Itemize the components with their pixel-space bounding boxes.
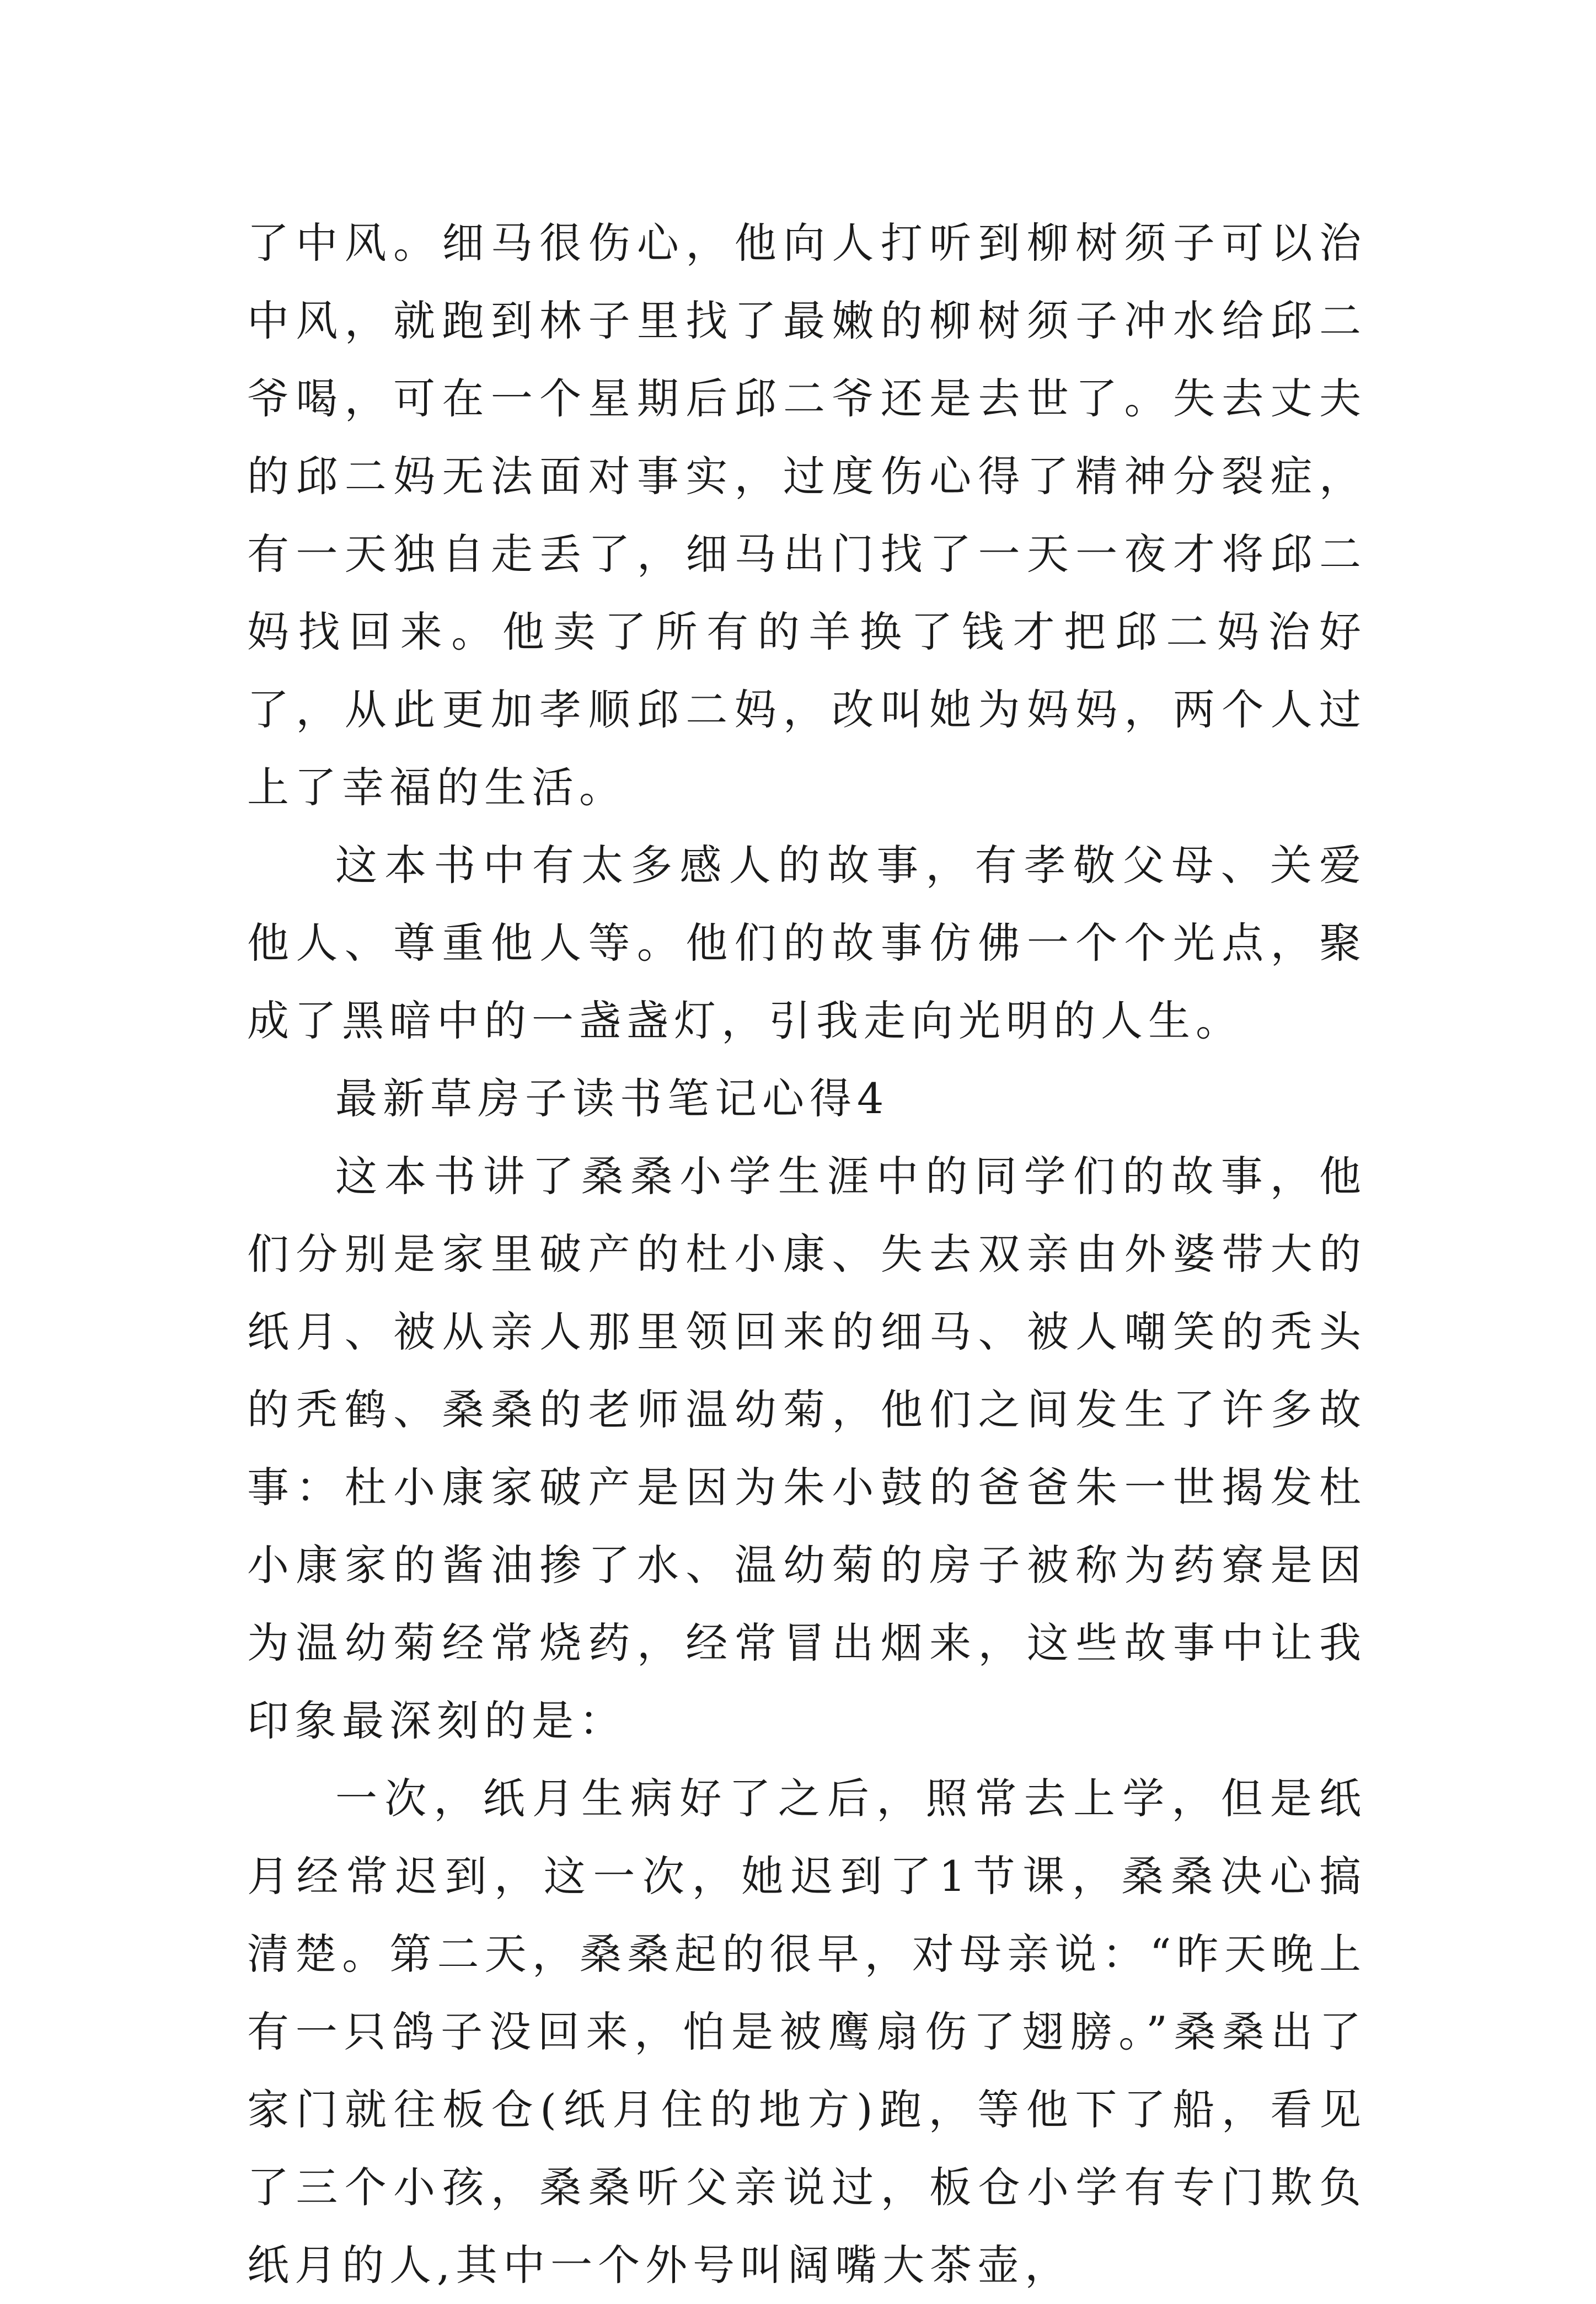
paragraph-2: 这本书中有太多感人的故事，有孝敬父母、关爱他人、尊重他人等。他们的故事仿佛一个个光点，聚成了黑暗中的一盏盏灯，引我走向光明的人生。 [247, 841, 1367, 1045]
paragraph-4: 一次，纸月生病好了之后，照常去上学，但是纸月经常迟到，这一次，她迟到了1节课，桑桑决心搞清楚。第二天，桑桑起的很早，对母亲说：“昨天晚上有一只鸽子没回来，怕是被鹰扇伤了翅膀。”桑桑出了家门就往板仓(纸月住的地方)跑，等他下了船，看见了三个小孩，桑桑听父亲说过，板仓小学有专门欺负纸月的人,其中一个外号叫阔嘴大茶壶， [247, 1774, 1367, 2290]
paragraph-3: 这本书讲了桑桑小学生涯中的同学们的故事，他们分别是家里破产的杜小康、失去双亲由外婆带大的纸月、被从亲人那里领回来的细马、被人嘲笑的秃头的秃鹤、桑桑的老师温幼菊，他们之间发生了许多故事：杜小康家破产是因为朱小鼓的爸爸朱一世揭发杜小康家的酱油掺了水、温幼菊的房子被称为药寮是因为温幼菊经常烧药，经常冒出烟来，这些故事中让我印象最深刻的是： [247, 1152, 1367, 1745]
section-heading: 最新草房子读书笔记心得4 [335, 1074, 890, 1123]
paragraph-1: 了中风。细马很伤心，他向人打听到柳树须子可以治中风，就跑到林子里找了最嫩的柳树须子冲水给邱二爷喝，可在一个星期后邱二爷还是去世了。失去丈夫的邱二妈无法面对事实，过度伤心得了精神分裂症，有一天独自走丢了，细马出门找了一天一夜才将邱二妈找回来。他卖了所有的羊换了钱才把邱二妈治好了，从此更加孝顺邱二妈，改叫她为妈妈，两个人过上了幸福的生活。 [247, 218, 1367, 812]
document-page [247, 204, 1367, 2304]
